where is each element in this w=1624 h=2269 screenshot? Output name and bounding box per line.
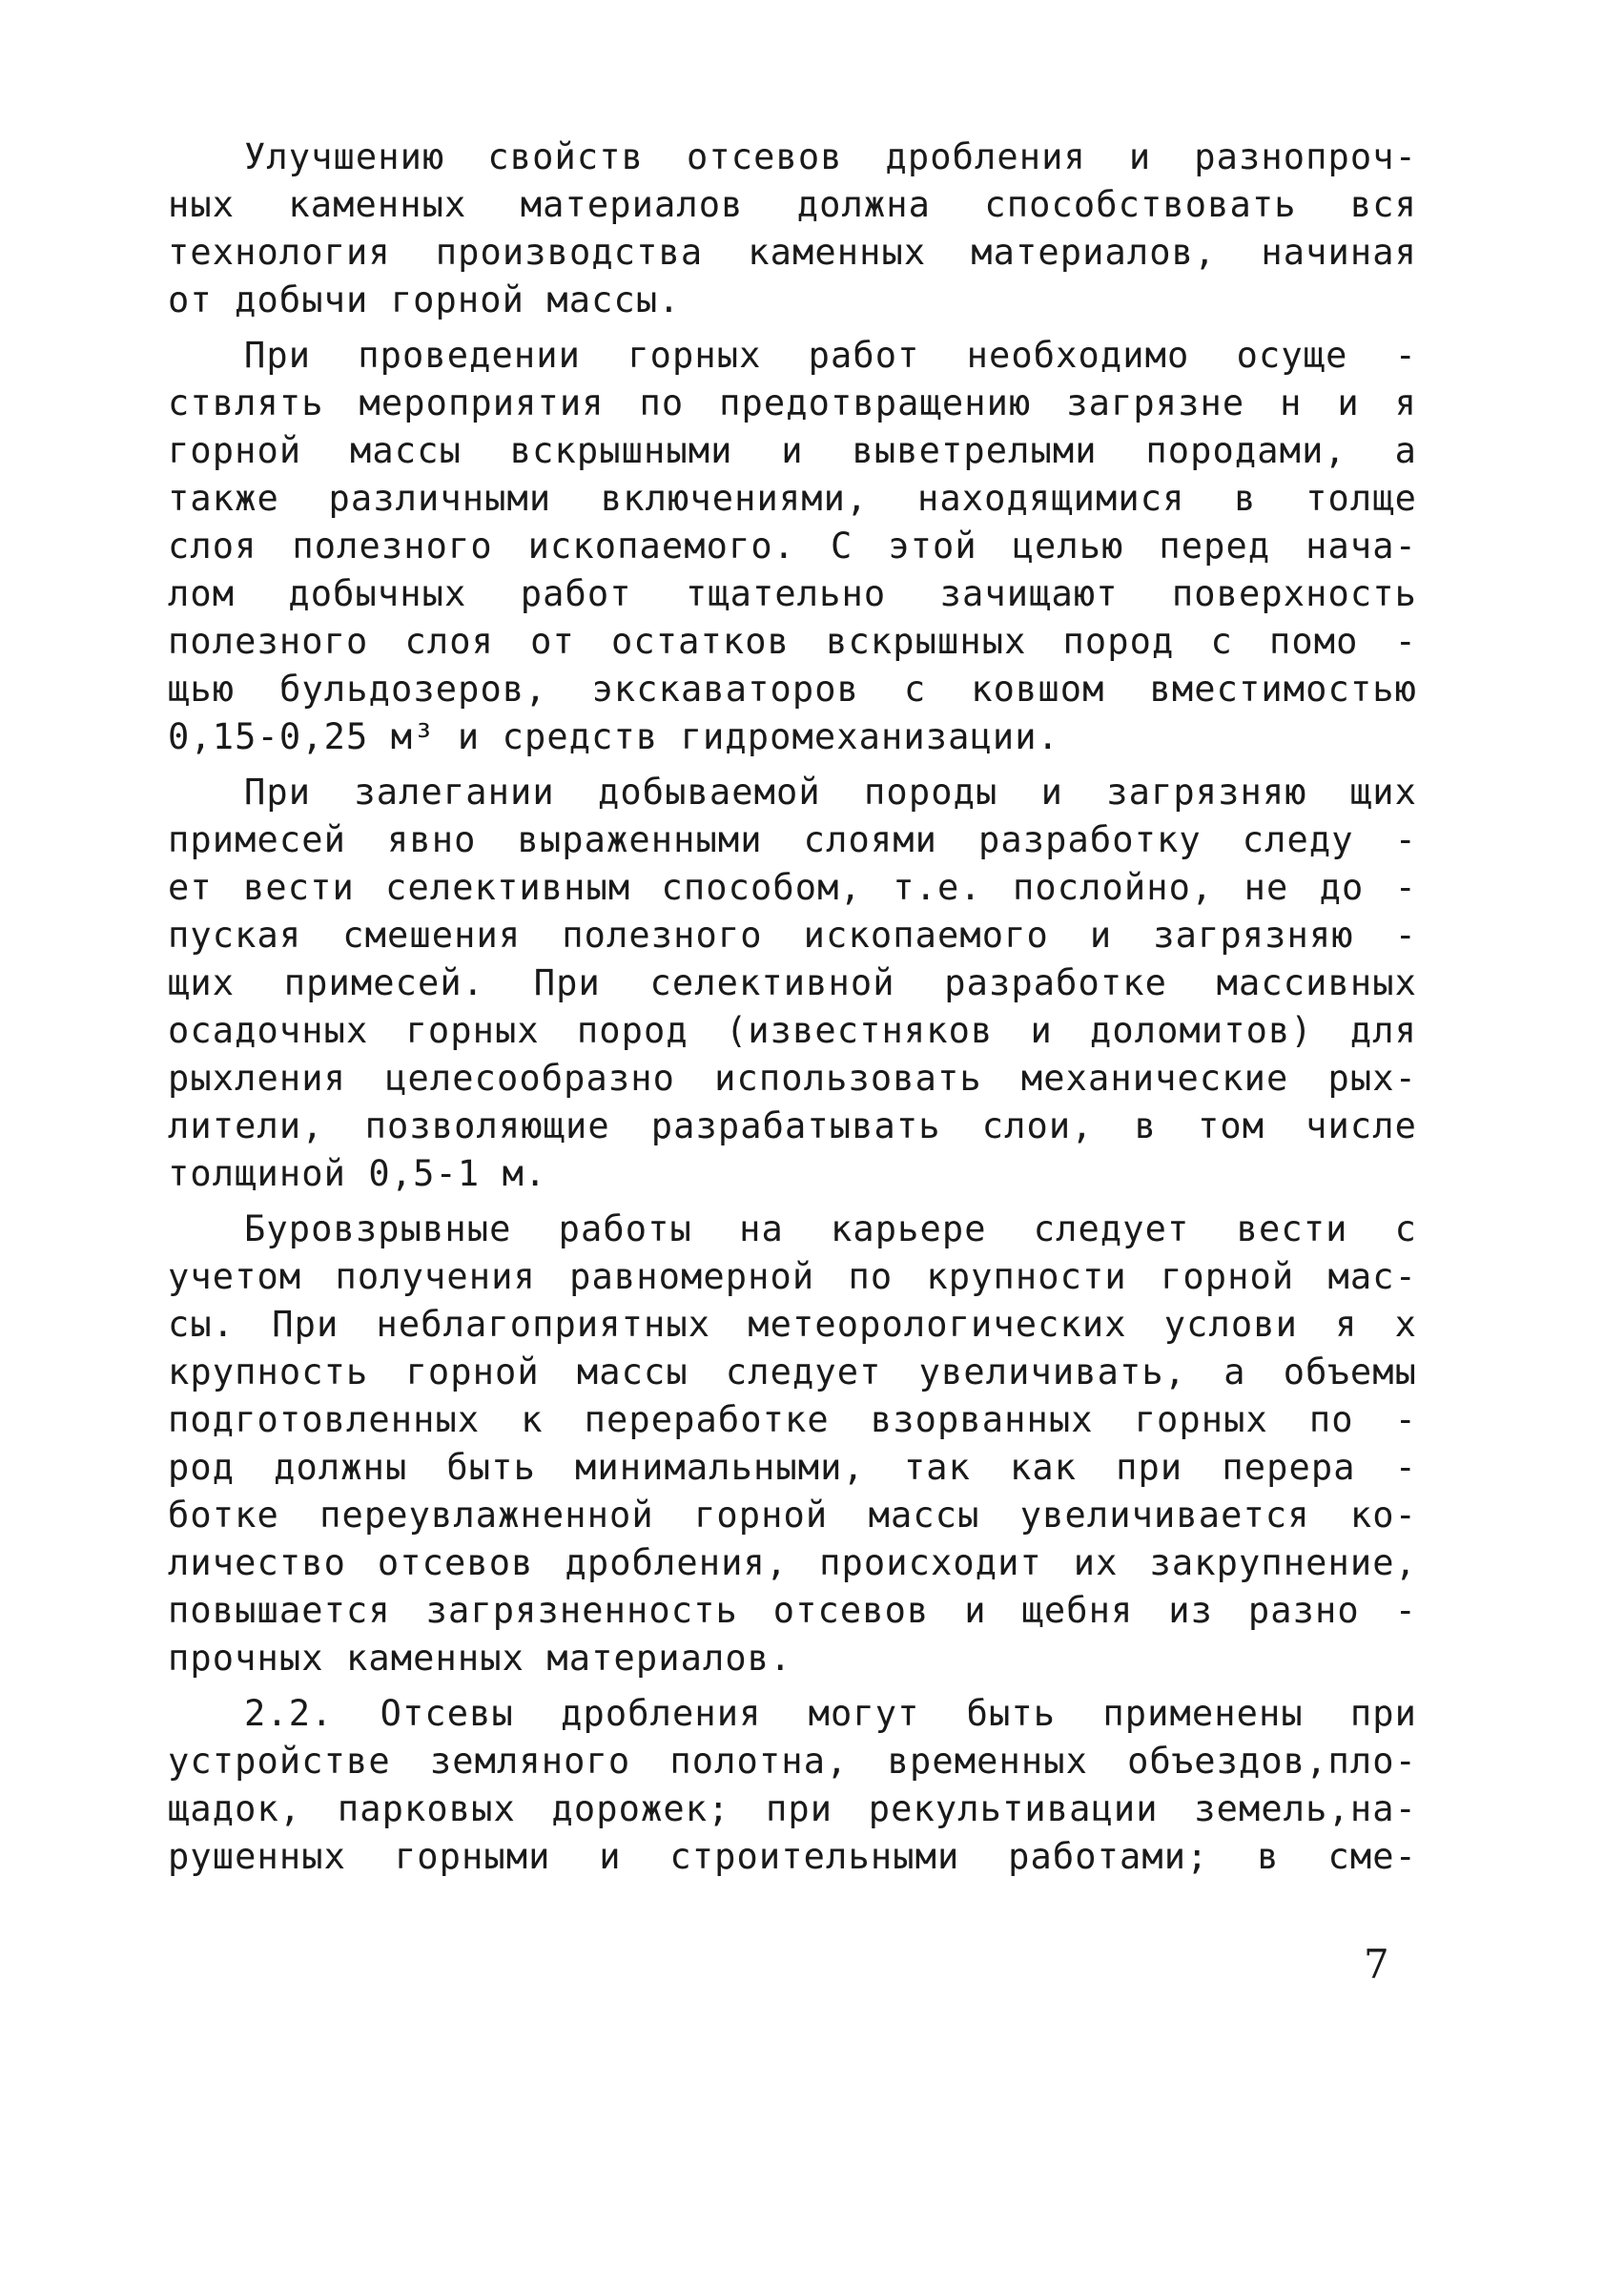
paragraph-5 <box>168 1690 1417 1881</box>
text-line: Улучшению свойств отсевов дробления и разнопроч- <box>244 136 1417 177</box>
text-line: технология производства каменных материалов, начиная <box>168 232 1417 273</box>
text-line: щадок, парковых дорожек; при рекультивации земель,на- <box>168 1788 1417 1829</box>
text-line: ботке переувлажненной горной массы увеличивается ко- <box>168 1495 1417 1536</box>
text-line: ных каменных материалов должна способствовать вся <box>168 184 1417 225</box>
text-line: толщиной 0,5-1 м. <box>168 1153 547 1194</box>
text-line: При проведении горных работ необходимо осуще - <box>244 335 1417 376</box>
text-line: сы. При неблагоприятных метеорологических услови я х <box>168 1304 1417 1345</box>
paragraph-1 <box>168 134 1417 324</box>
text-line: ет вести селективным способом, т.е. послойно, не до - <box>168 867 1417 908</box>
text-line: щью бульдозеров, экскаваторов с ковшом вместимостью <box>168 669 1417 710</box>
text-line: повышается загрязненность отсевов и щебня из разно - <box>168 1590 1417 1631</box>
text-line: устройстве земляного полотна, временных объездов,пло- <box>168 1741 1417 1782</box>
paragraph-4 <box>168 1206 1417 1682</box>
text-line: щих примесей. При селективной разработке массивных <box>168 962 1417 1003</box>
text-line: рыхления целесообразно использовать механические рых- <box>168 1058 1417 1099</box>
text-line: Буровзрывные работы на карьере следует вести с <box>244 1208 1417 1249</box>
text-line: горной массы вскрышными и выветрелыми породами, а <box>168 430 1417 471</box>
text-line: рушенных горными и строительными работами; в сме- <box>168 1836 1417 1877</box>
text-line: слоя полезного ископаемого. С этой целью перед нача- <box>168 526 1417 567</box>
text-line: полезного слоя от остатков вскрышных пород с помо - <box>168 621 1417 662</box>
text-line: род должны быть минимальными, так как при перера - <box>168 1447 1417 1488</box>
text-line: лители, позволяющие разрабатывать слои, в том числе <box>168 1105 1417 1146</box>
text-line: подготовленных к переработке взорванных горных по - <box>168 1399 1417 1440</box>
text-line: ствлять мероприятия по предотвращению загрязне н и я <box>168 382 1417 423</box>
text-line: крупность горной массы следует увеличивать, а объемы <box>168 1351 1417 1392</box>
text-line: также различными включениями, находящимися в толще <box>168 478 1417 519</box>
page-body <box>168 134 1417 1881</box>
text-line: примесей явно выраженными слоями разработку следу - <box>168 819 1417 860</box>
text-line: осадочных горных пород (известняков и доломитов) для <box>168 1010 1417 1051</box>
text-line: При залегании добываемой породы и загрязняю щих <box>244 772 1417 813</box>
text-line: 2.2. Отсевы дробления могут быть применены при <box>244 1693 1417 1734</box>
text-line: учетом получения равномерной по крупности горной мас- <box>168 1256 1417 1297</box>
text-line: личество отсевов дробления, происходит их закрупнение, <box>168 1542 1417 1583</box>
paragraph-2 <box>168 332 1417 761</box>
text-line: лом добычных работ тщательно зачищают поверхность <box>168 573 1417 614</box>
page-number: 7 <box>1364 1941 1389 1988</box>
text-line: пуская смешения полезного ископаемого и загрязняю - <box>168 915 1417 956</box>
text-line: от добычи горной массы. <box>168 279 681 320</box>
text-line: 0,15-0,25 м³ и средств гидромеханизации. <box>168 716 1060 757</box>
paragraph-3 <box>168 769 1417 1198</box>
text-line: прочных каменных материалов. <box>168 1638 792 1679</box>
